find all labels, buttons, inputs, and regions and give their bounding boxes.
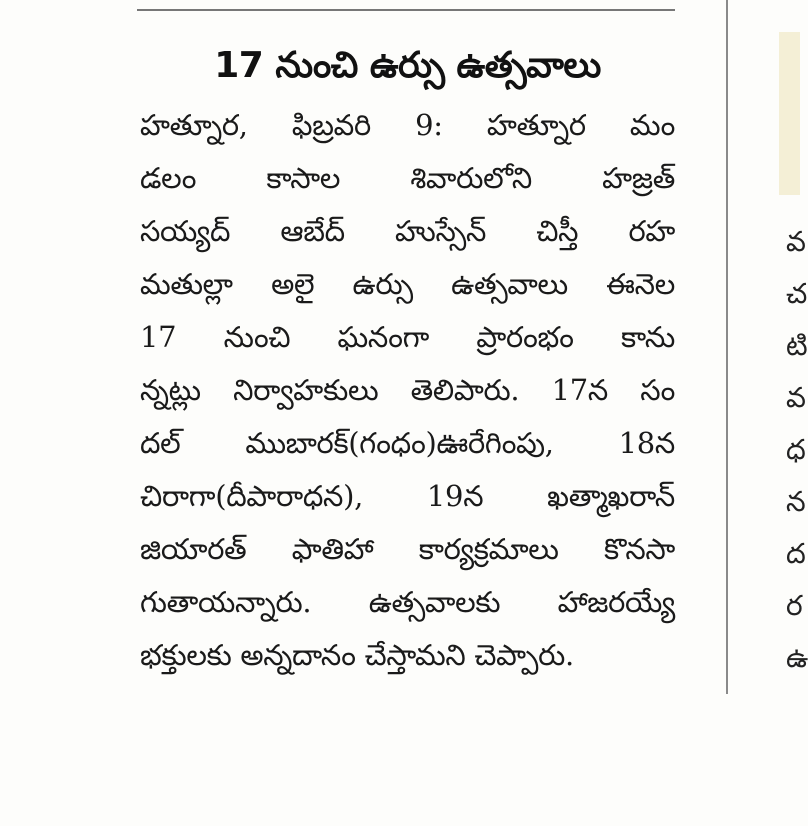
article-headline: 17 నుంచి ఉర్సు ఉత్సవాలు (214, 45, 601, 86)
adjacent-column-char: వ (786, 381, 806, 414)
adjacent-highlight-box (779, 32, 800, 195)
news-article (140, 40, 675, 682)
article-line: చిరాగా(దీపారాధన), 19న ఖత్మాఖరాన్ (140, 479, 675, 513)
adjacent-column-char: టి (786, 329, 808, 362)
article-line: హత్నూర, ఫిబ్రవరి 9: హత్నూర మం (140, 108, 675, 142)
adjacent-column-char: న (786, 485, 806, 518)
article-line: న్నట్లు నిర్వాహకులు తెలిపారు. 17న సం (140, 373, 675, 407)
adjacent-column-text (786, 216, 808, 684)
article-line: సయ్యద్ ఆబేద్ హుస్సేన్ చిస్తీ రహ (140, 214, 675, 248)
adjacent-column-char: ఉ (786, 641, 808, 674)
article-line: మతుల్లా అలై ఉర్సు ఉత్సవాలు ఈనెల (140, 267, 675, 301)
adjacent-column-char: ద (786, 537, 806, 570)
adjacent-column-char: ధ (786, 433, 806, 466)
article-body (140, 99, 675, 682)
article-line: దల్ ముబారక్(గంధం)ఊరేగింపు, 18న (140, 426, 675, 460)
adjacent-column-char: ర (786, 589, 803, 622)
top-rule (137, 9, 675, 11)
adjacent-column-char: చ (786, 277, 808, 310)
article-line: డలం కాసాల శివారులోని హజ్రత్ (140, 161, 675, 195)
article-line: భక్తులకు అన్నదానం చేస్తామని చెప్పారు. (140, 638, 574, 672)
column-divider (726, 0, 728, 694)
article-line: జియారత్ ఫాతిహా కార్యక్రమాలు కొనసా (140, 532, 675, 566)
article-line: 17 నుంచి ఘనంగా ప్రారంభం కాను (140, 320, 675, 354)
adjacent-column-char: వ (786, 225, 806, 258)
article-line: గుతాయన్నారు. ఉత్సవాలకు హాజరయ్యే (140, 585, 675, 619)
